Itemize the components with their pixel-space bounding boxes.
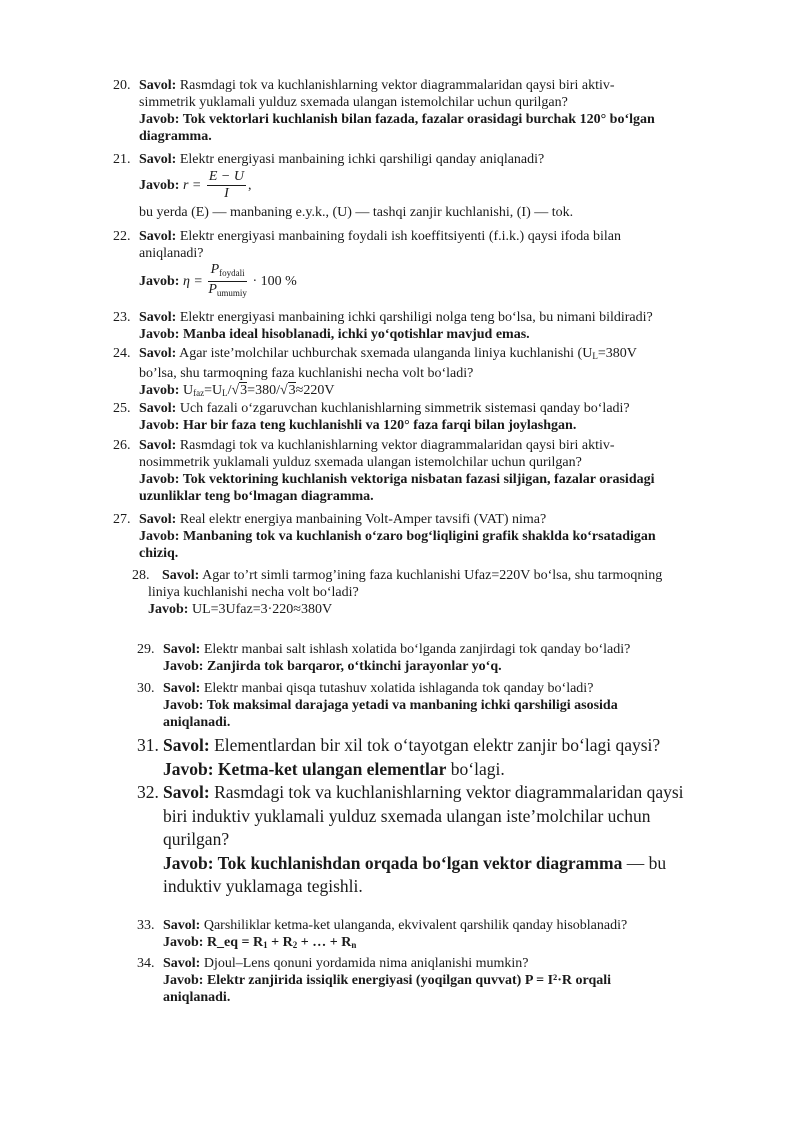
question-number: 25. xyxy=(113,401,131,416)
fraction: $\frac{E - U}{I}$ xyxy=(208,169,244,202)
question-text: Elektr energiyasi manbaining foydali ish koeffitsiyenti (f.i.k.) qaysi ifoda bilan xyxy=(179,229,622,244)
answer-text: aniqlanadi. xyxy=(163,990,231,1005)
javob-label: Javob: xyxy=(139,178,180,193)
savol-label: Savol: xyxy=(162,568,200,583)
question-text: Rasmdagi tok va kuchlanishlarning vektor diagrammalaridan qaysi xyxy=(214,782,684,802)
question-24: 24. Savol: Agar iste’molchilar uchburchak sxemada ulanganda liniya kuchlanishi (UL=380V bo’lsa, shu tarmoqning faza kuchlanishi necha volt bo‘ladi? Javob: Ufaz=UL/√3=380/√3≈220V xyxy=(113,346,637,398)
question-text: Elektr energiyasi manbaining ichki qarshiligi qanday aniqlanadi? xyxy=(179,152,545,167)
question-30 xyxy=(137,680,618,731)
question-text: Elektr manbai qisqa tutashuv xolatida ishlaganda tok qanday bo‘ladi? xyxy=(203,681,594,696)
question-26 xyxy=(113,437,655,505)
savol-label: Savol: xyxy=(139,401,177,416)
savol-label: Savol: xyxy=(139,152,177,167)
question-text: biri induktiv yuklamali yulduz sxemada ulangan iste’molchilar uchun xyxy=(163,805,651,826)
savol-label: Savol: xyxy=(163,735,210,755)
question-number: 32. xyxy=(137,782,159,802)
question-22 xyxy=(113,228,622,302)
question-number: 21. xyxy=(113,152,131,167)
question-34 xyxy=(137,955,612,1006)
javob-label: Javob: xyxy=(139,383,180,398)
question-text: Real elektr energiya manbaining Volt-Amper tavsifi (VAT) nima? xyxy=(179,512,547,527)
question-number: 31. xyxy=(137,735,159,755)
question-29 xyxy=(137,641,631,675)
question-number: 29. xyxy=(137,642,155,657)
question-31: 31. Savol: Elementlardan bir xil tok o‘tayotgan elektr zanjir bo‘lagi qaysi? Javob: Ketma-ket ulangan elementlar bo‘lagi. xyxy=(137,735,661,779)
question-number: 20. xyxy=(113,78,131,93)
savol-label: Savol: xyxy=(163,642,201,657)
answer-text: Javob: Ketma-ket ulangan elementlar xyxy=(163,758,447,779)
answer-text: Javob: Manbaning tok va kuchlanish o‘zaro bog‘liqligini grafik shaklda ko‘rsatadigan xyxy=(139,529,656,544)
question-text: aniqlanadi? xyxy=(139,246,204,261)
answer-text: UL=3Ufaz=3·220≈380V xyxy=(191,602,333,617)
answer-text: Javob: Tok vektorining kuchlanish vektoriga nisbatan fazasi siljigan, fazalar orasidagi xyxy=(139,472,655,487)
question-number: 33. xyxy=(137,918,155,933)
formula-efficiency: Javob: η = $\frac{P_{foydali}}{P_{umumiy}}$ · 100 % xyxy=(139,262,621,302)
question-32: 32. Savol: Rasmdagi tok va kuchlanishlarning vektor diagrammalaridan qaysi biri induktiv yuklamali yulduz sxemada ulangan iste’molchilar uchun qurilgan? Javob: Tok kuchlanishdan orqada bo‘lgan vektor diagramma — bu induktiv yuklamaga tegishli. xyxy=(163,781,684,899)
fraction: $\frac{P_{foydali}}{P_{umumiy}}$ xyxy=(208,262,247,299)
question-number: 27. xyxy=(113,512,131,527)
answer-text: Javob: Har bir faza teng kuchlanishli va 120° faza farqi bilan joylashgan. xyxy=(139,418,577,433)
answer-text: Javob: Zanjirda tok barqaror, o‘tkinchi jarayonlar yo‘q. xyxy=(163,659,502,674)
savol-label: Savol: xyxy=(163,782,210,802)
question-text: Qarshiliklar ketma-ket ulanganda, ekvivalent qarshilik qanday hisoblanadi? xyxy=(203,918,628,933)
answer-note: bu yerda (E) — manbaning e.y.k., (U) — tashqi zanjir kuchlanishi, (I) — tok. xyxy=(139,205,574,220)
savol-label: Savol: xyxy=(163,956,201,971)
javob-label: Javob: xyxy=(139,274,180,289)
answer-text: diagramma. xyxy=(139,129,212,144)
question-text: Agar to’rt simli tarmog’ining faza kuchlanishi Ufaz=220V bo‘lsa, shu tarmoqning xyxy=(202,568,663,583)
question-text: nosimmetrik yuklamali yulduz sxemada ulangan istemolchilar uchun qurilgan? xyxy=(139,455,582,470)
question-25 xyxy=(113,400,630,434)
answer-text: Javob: Tok maksimal darajaga yetadi va manbaning ichki qarshiligi asosida xyxy=(163,698,618,713)
question-23 xyxy=(113,309,653,343)
question-text: Elektr manbai salt ishlash xolatida bo‘lganda zanjirdagi tok qanday bo‘ladi? xyxy=(203,642,631,657)
question-text: qurilgan? xyxy=(163,829,230,849)
answer-text: Javob: Tok kuchlanishdan orqada bo‘lgan vektor diagramma xyxy=(163,852,623,873)
question-text: simmetrik yuklamali yulduz sxemada ulangan istemolchilar uchun qurilgan? xyxy=(139,95,568,110)
savol-label: Savol: xyxy=(139,346,177,361)
savol-label: Savol: xyxy=(139,438,177,453)
question-number: 34. xyxy=(137,956,155,971)
question-text: Elektr energiyasi manbaining ichki qarshiligi nolga teng bo‘lsa, bu nimani bildiradi? xyxy=(179,310,653,325)
question-number: 26. xyxy=(113,438,131,453)
answer-text: Javob: Manba ideal hisoblanadi, ichki yo‘qotishlar mavjud emas. xyxy=(139,327,530,342)
question-text: liniya kuchlanishi necha volt bo‘ladi? xyxy=(148,585,359,600)
question-text: Elementlardan bir xil tok o‘tayotgan elektr zanjir bo‘lagi qaysi? xyxy=(214,735,661,755)
question-number: 24. xyxy=(113,346,131,361)
answer-text: aniqlanadi. xyxy=(163,715,231,730)
question-text: Djoul–Lens qonuni yordamida nima aniqlanishi mumkin? xyxy=(203,956,529,971)
savol-label: Savol: xyxy=(163,681,201,696)
savol-label: Savol: xyxy=(139,78,177,93)
answer-text: Javob: Tok vektorlari kuchlanish bilan fazada, fazalar orasidagi burchak 120° bo‘lgan xyxy=(139,112,655,127)
question-text: Rasmdagi tok va kuchlanishlarning vektor diagrammalaridan qaysi biri aktiv- xyxy=(179,438,615,453)
question-number: 28. xyxy=(132,568,150,583)
question-33 xyxy=(137,917,628,954)
formula-equivalent-resistance: Javob: R_eq = R1 + R2 + … + Rn xyxy=(163,935,357,950)
question-number: 30. xyxy=(137,681,155,696)
answer-text: chiziq. xyxy=(139,546,179,561)
question-28 xyxy=(132,567,663,618)
question-text: Rasmdagi tok va kuchlanishlarning vektor diagrammalaridan qaysi biri aktiv- xyxy=(179,78,615,93)
question-number: 23. xyxy=(113,310,131,325)
answer-text: uzunliklar teng bo‘lmagan diagramma. xyxy=(139,489,374,504)
answer-text: induktiv yuklamaga tegishli. xyxy=(163,876,363,896)
question-number: 22. xyxy=(113,229,131,244)
javob-label: Javob: xyxy=(148,602,189,617)
question-21 xyxy=(113,151,574,221)
question-20 xyxy=(113,77,655,145)
formula-internal-resistance: Javob: r = $\frac{E - U}{I}$ , xyxy=(139,169,252,202)
savol-label: Savol: xyxy=(163,918,201,933)
savol-label: Savol: xyxy=(139,512,177,527)
savol-label: Savol: xyxy=(139,310,177,325)
answer-text: Javob: Elektr zanjirida issiqlik energiyasi (yoqilgan quvvat) P = I²·R orqali xyxy=(163,973,612,988)
question-text: bo’lsa, shu tarmoqning faza kuchlanishi necha volt bo‘ladi? xyxy=(139,366,474,381)
savol-label: Savol: xyxy=(139,229,177,244)
question-text: Uch fazali o‘zgaruvchan kuchlanishlarning simmetrik sistemasi qanday bo‘ladi? xyxy=(179,401,630,416)
question-27 xyxy=(113,511,656,562)
